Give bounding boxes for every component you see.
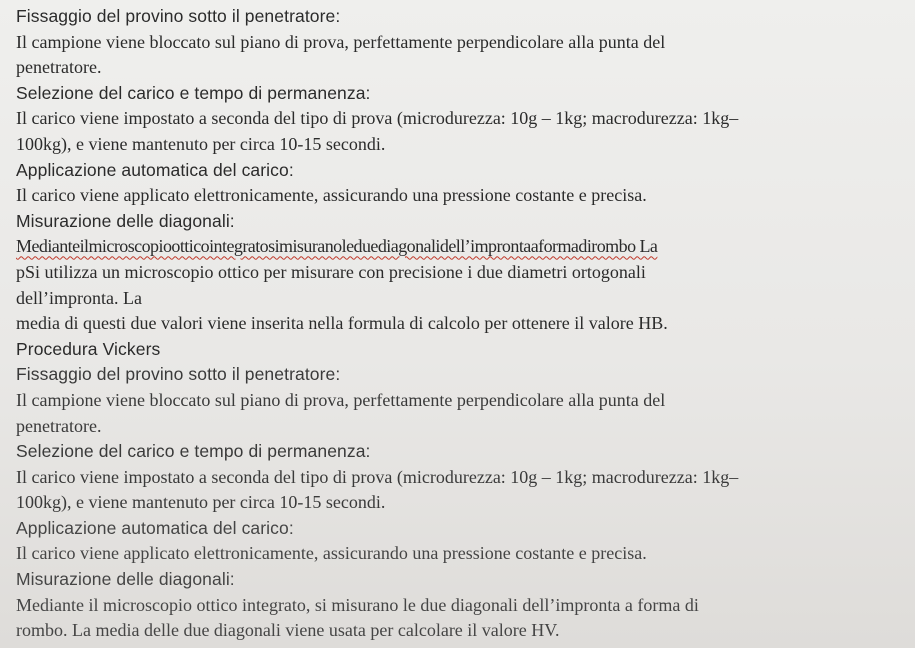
paragraph-line: pSi utilizza un microscopio ottico per misurare con precisione i due diametri ortogonali (16, 261, 646, 282)
procedure-title: Procedura Vickers (16, 338, 161, 359)
paragraph-line: Il campione viene bloccato sul piano di prova, perfettamente perpendicolare alla punta del (16, 31, 666, 52)
section-heading: Misurazione delle diagonali: (16, 569, 235, 590)
section-heading: Fissaggio del provino sotto il penetratore: (16, 6, 341, 26)
paragraph-line-misspelled: Medianteilmicroscopiootticointegratosimisuranoleduediagonalidell’improntaaformadirombo La (16, 236, 658, 257)
paragraph-line: Il carico viene impostato a seconda del tipo di prova (microdurezza: 10g – 1kg; macrodurezza: 1kg– (16, 466, 739, 487)
paragraph-line: media di questi due valori viene inserita nella formula di calcolo per ottenere il valore HB. (16, 313, 668, 334)
paragraph-line: penetratore. (16, 57, 102, 78)
paragraph-line: 100kg), e viene mantenuto per circa 10-15 secondi. (16, 492, 386, 513)
paragraph-line: Il carico viene impostato a seconda del tipo di prova (microdurezza: 10g – 1kg; macrodurezza: 1kg– (16, 108, 739, 129)
section-heading: Selezione del carico e tempo di permanenza: (16, 82, 371, 103)
section-heading: Applicazione automatica del carico: (16, 159, 294, 180)
section-heading: Applicazione automatica del carico: (16, 517, 294, 538)
paragraph-line: Il carico viene applicato elettronicamente, assicurando una pressione costante e precisa. (16, 185, 647, 206)
section-heading: Misurazione delle diagonali: (16, 210, 235, 231)
paragraph-line: rombo. La media delle due diagonali viene usata per calcolare il valore HV. (16, 620, 560, 641)
paragraph-line: penetratore. (16, 415, 102, 436)
section-heading: Fissaggio del provino sotto il penetratore: (16, 364, 341, 385)
paragraph-line: 100kg), e viene mantenuto per circa 10-15 secondi. (16, 133, 386, 154)
paragraph-line: dell’impronta. La (16, 287, 142, 308)
document-page[interactable] (16, 4, 906, 644)
paragraph-line: Il carico viene applicato elettronicamente, assicurando una pressione costante e precisa. (16, 543, 647, 564)
paragraph-line: Mediante il microscopio ottico integrato, si misurano le due diagonali dell’impronta a forma di (16, 594, 699, 615)
section-heading: Selezione del carico e tempo di permanenza: (16, 441, 371, 462)
paragraph-line: Il campione viene bloccato sul piano di prova, perfettamente perpendicolare alla punta del (16, 389, 666, 410)
